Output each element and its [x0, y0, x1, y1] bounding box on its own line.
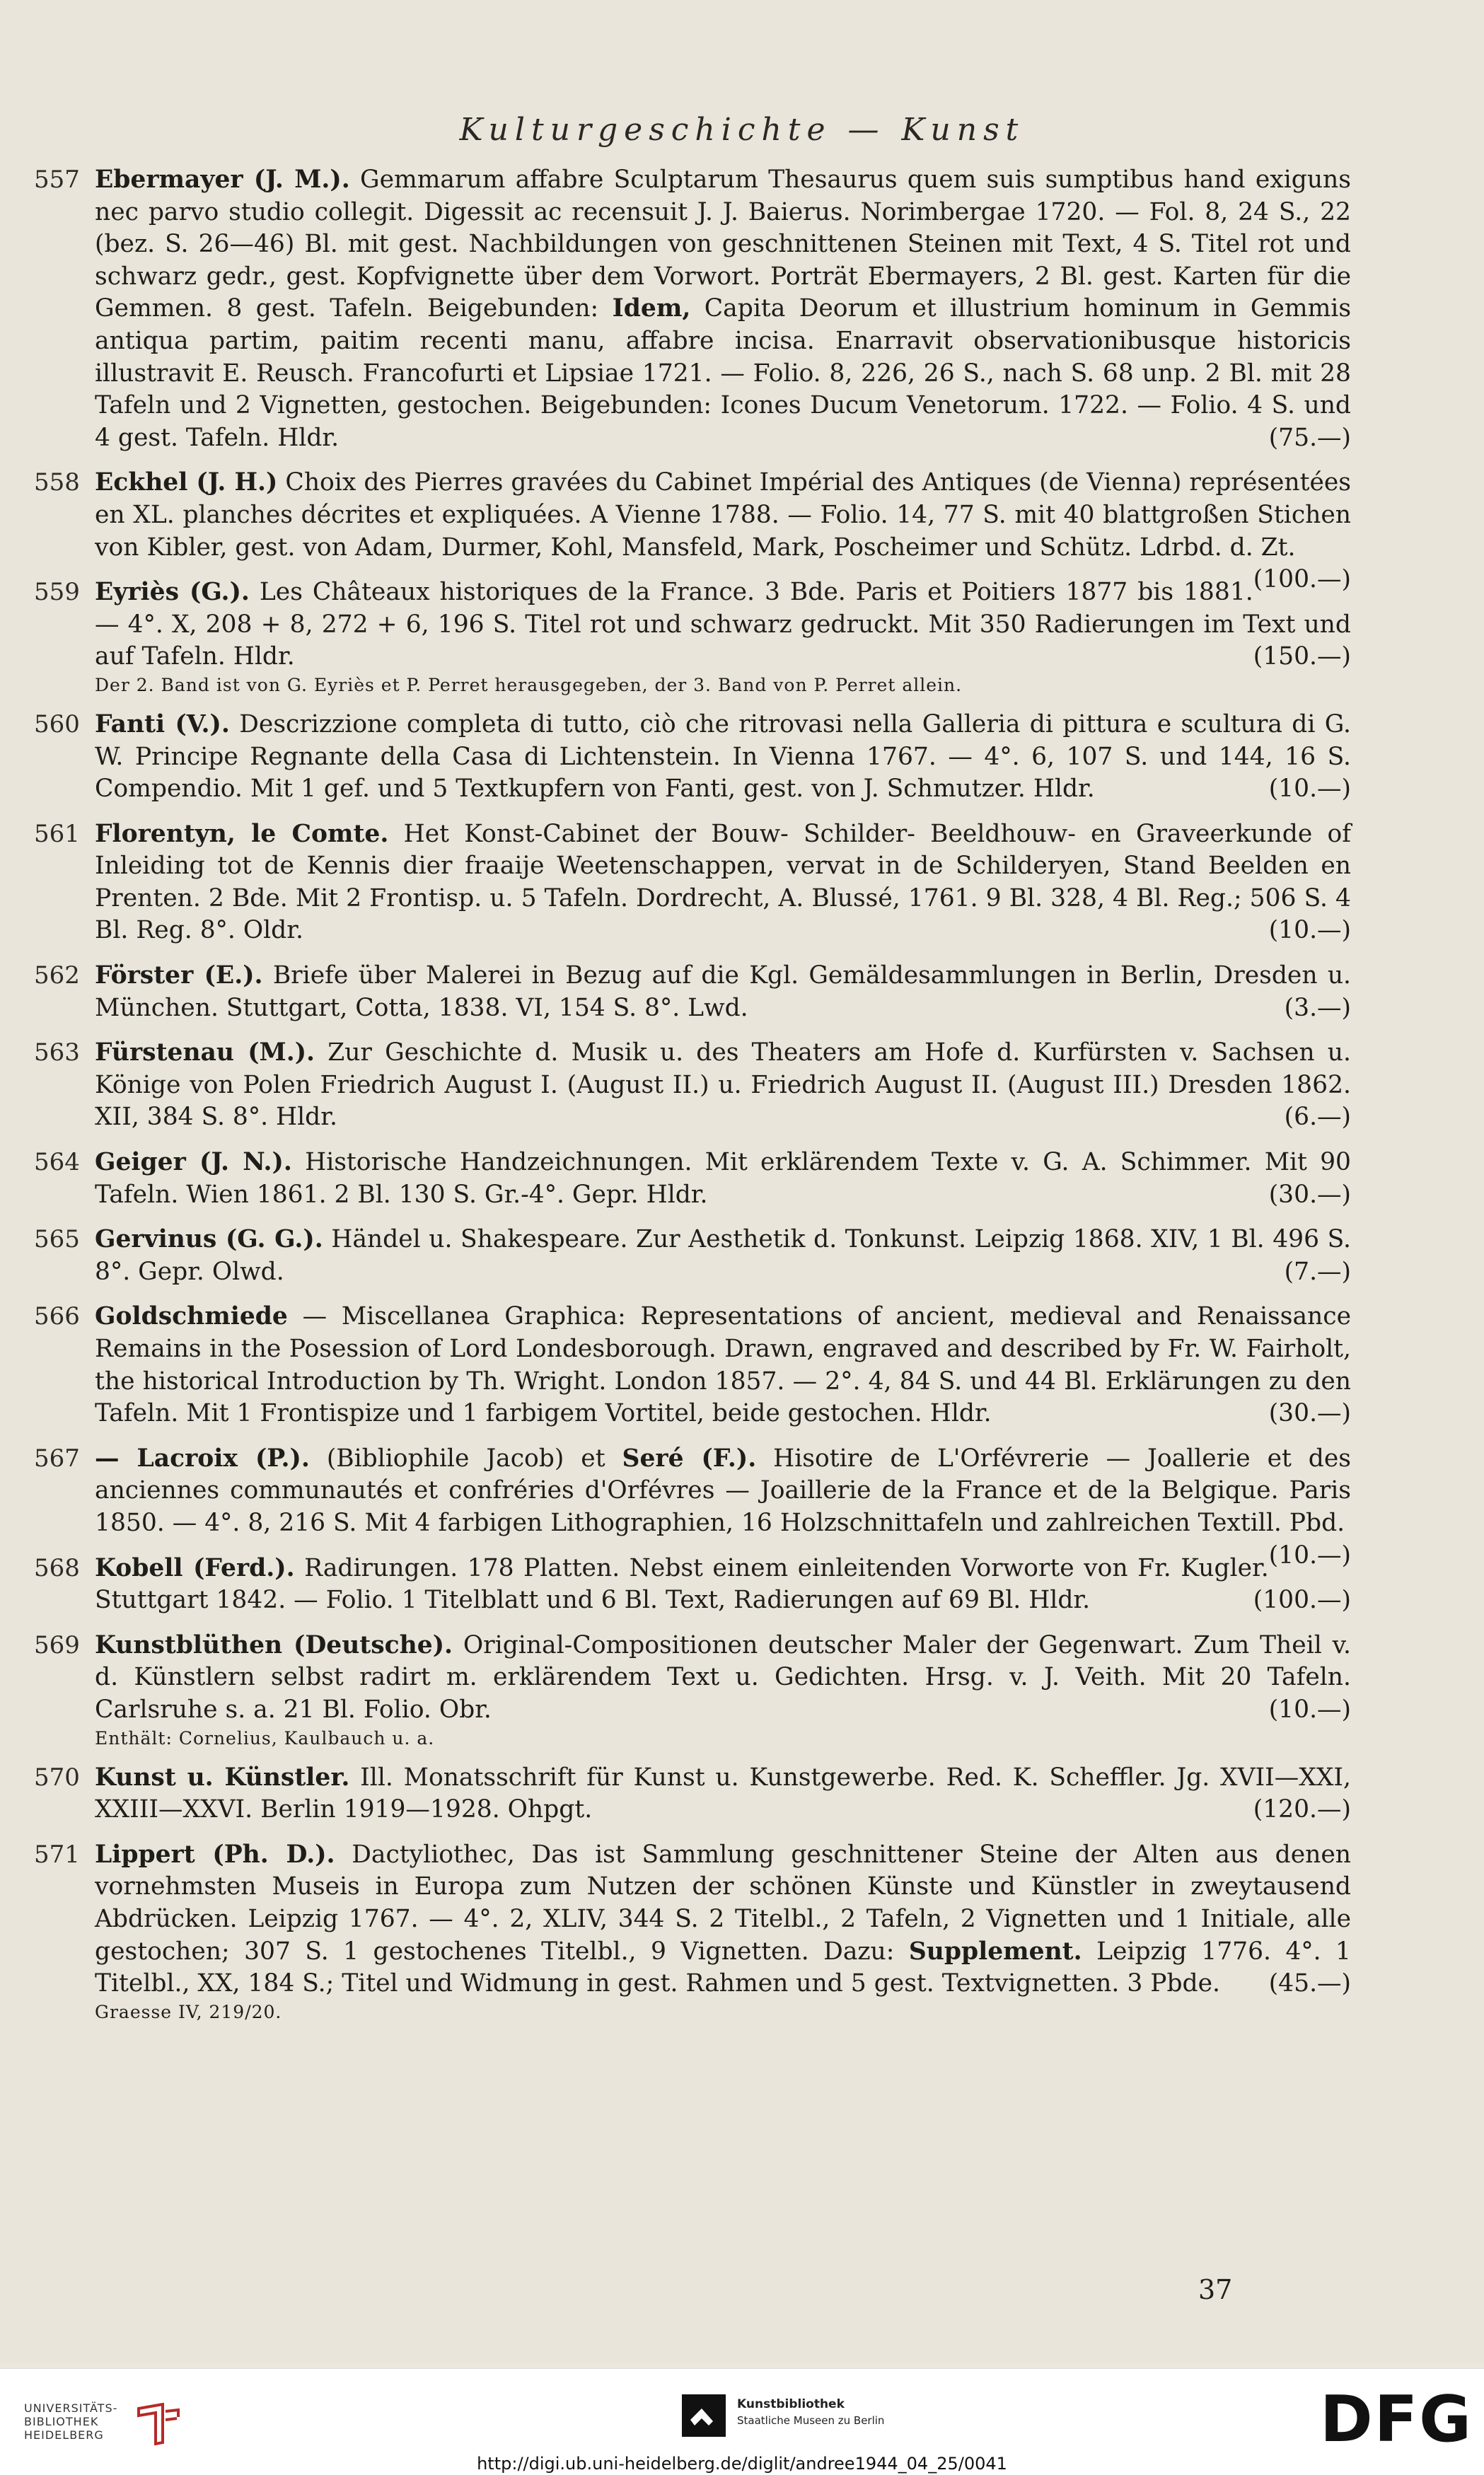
entry-author: Eyriès (G.). [95, 578, 250, 607]
entry-price: (10.—) [1268, 1695, 1351, 1724]
page-number: 37 [1198, 2274, 1233, 2305]
catalog-entry [34, 576, 1351, 696]
entry-number: 557 [34, 166, 80, 194]
catalog-entry [34, 960, 1351, 1024]
entry-author: Eckhel (J. H.) [95, 468, 278, 497]
entry-number: 563 [34, 1038, 80, 1067]
entry-author: Fürstenau (M.). [95, 1038, 315, 1067]
entry-description-continued: Leipzig 1776. 4°. 1 Titelbl., XX, 184 S.; Titel und Widmung in gest. Rahmen und 5 gest. Textvignetten. 3 Pbde. [95, 1937, 1351, 1998]
entry-number: 567 [34, 1444, 80, 1473]
catalog-entry [34, 164, 1351, 454]
entry-price: (10.—) [1268, 1541, 1351, 1570]
entry-description: Historische Handzeichnungen. Mit erklärendem Texte v. G. A. Schimmer. Mit 90 Tafeln. Wien 1861. 2 Bl. 130 S. Gr.-4°. Gepr. Hldr. [95, 1148, 1352, 1209]
entry-price: (45.—) [1268, 1969, 1351, 1998]
kunstbibliothek-logo[interactable] [680, 2393, 893, 2442]
entry-author: Kunst u. Künstler. [95, 1763, 350, 1792]
catalog-entry [34, 1839, 1351, 2023]
heidelberg-emblem-icon [134, 2403, 184, 2445]
entry-description: Les Châteaux historiques de la France. 3 Bde. Paris et Poitiers 1877 bis 1881. — 4°. X, 208 + 8, 272 + 6, 196 S. Titel rot und schwarz gedruckt. Mit 350 Radierungen im Text und auf Tafeln. Hldr. [95, 578, 1351, 671]
entry-number: 565 [34, 1225, 80, 1254]
entry-number: 560 [34, 709, 80, 738]
entry-number: 562 [34, 961, 80, 990]
entry-number: 561 [34, 819, 80, 848]
entry-description: Händel u. Shakespeare. Zur Aesthetik d. Tonkunst. Leipzig 1868. XIV, 1 Bl. 496 S. 8°. Gepr. Olwd. [95, 1225, 1351, 1286]
entry-description: Gemmarum affabre Sculptarum Thesaurus quem suis sumptibus hand exiguns nec parvo studio collegit. Digessit ac recensuit J. J. Baierus. Norimbergae 1720. — Fol. 8, 24 S., 22 (bez. S. 26—46) Bl. mit gest. Nachbildungen von geschnittenen Steinen mit Text, 4 S. Titel rot und schwarz gedr., gest. Kopfvignette über dem Vorwort. Porträt Ebermayers, 2 Bl. gest. Karten für die Gemmen. 8 gest. Tafeln. Beigebunden: [95, 166, 1351, 323]
entry-author: Florentyn, le Comte. [95, 819, 389, 848]
entry-description: Dactyliothec, Das ist Sammlung geschnittener Steine der Alten aus denen vornehmsten Museis in Europa zum Nutzen der schönen Künste und Künstler in zweytausend Abdrücken. Leipzig 1767. — 4°. 2, XLIV, 344 S. 2 Titelbl., 2 Tafeln, 2 Vignetten und 1 Initiale, alle gestochen; 307 S. 1 gestochenes Titelbl., 9 Vignetten. Dazu: [95, 1840, 1351, 1966]
entry-bold-term: Supplement. [908, 1937, 1082, 1966]
entry-description: Het Konst-Cabinet der Bouw- Schilder- Beeldhouw- en Graveerkunde of Inleiding tot de Kennis dier fraaije Weetenschappen, vervat in de Schilderyen, Stand Beelden en Prenten. 2 Bde. Mit 2 Frontisp. u. 5 Tafeln. Dordrecht, A. Blussé, 1761. 9 Bl. 328, 4 Bl. Reg.; 506 S. 4 Bl. Reg. 8°. Oldr. [95, 819, 1351, 945]
entry-number: 569 [34, 1630, 80, 1659]
entry-description-continued: Capita Deorum et illustrium hominum in Gemmis antiqua partim, paitim recenti manu, affabre incisa. Enarravit observationibusque historicis illustravit E. Reusch. Francofurti et Lipsiae 1721. — Folio. 8, 226, 26 S., nach S. 68 unp. 2 Bl. mit 28 Tafeln und 2 Vignetten, gestochen. Beigebunden: Icones Ducum Venetorum. 1722. — Folio. 4 S. und 4 gest. Tafeln. Hldr. [95, 294, 1352, 452]
entry-description: Original-Compositionen deutscher Maler der Gegenwart. Zum Theil v. d. Künstlern selbst radirt m. erklärendem Text u. Gedichten. Hrsg. v. J. Veith. Mit 20 Tafeln. Carlsruhe s. a. 21 Bl. Folio. Obr. [95, 1630, 1351, 1724]
entry-number: 566 [34, 1302, 80, 1331]
entry-note: Graesse IV, 219/20. [95, 2001, 282, 2022]
entry-price: (120.—) [1253, 1795, 1351, 1824]
catalog-entry [34, 709, 1351, 806]
entry-price: (6.—) [1284, 1103, 1351, 1132]
catalog-entry [34, 1553, 1351, 1617]
entry-number: 559 [34, 578, 80, 607]
entry-description: — Miscellanea Graphica: Representations of ancient, medieval and Renaissance Remains in the Posession of Lord Londesborough. Drawn, engraved and described by Fr. W. Fairholt, the historical Introduction by Th. Wright. London 1857. — 2°. 4, 84 S. und 44 Bl. Erklärungen zu den Tafeln. Mit 1 Frontispize und 1 farbigem Vortitel, beide gestochen. Hldr. [95, 1302, 1351, 1428]
entry-author: Fanti (V.). [95, 709, 230, 738]
entry-price: (100.—) [1253, 565, 1351, 594]
entry-number: 568 [34, 1553, 80, 1582]
entry-author: Geiger (J. N.). [95, 1148, 292, 1177]
entry-price: (30.—) [1268, 1399, 1351, 1428]
entry-price: (10.—) [1268, 775, 1351, 804]
heidelberg-library-logo[interactable] [24, 2401, 187, 2444]
entry-note: Enthält: Cornelius, Kaulbauch u. a. [95, 1727, 435, 1749]
entry-price: (3.—) [1284, 993, 1351, 1022]
entry-number: 558 [34, 468, 80, 497]
catalog-entry [34, 1630, 1351, 1749]
entry-number: 570 [34, 1763, 80, 1792]
entry-description: Descrizzione completa di tutto, ciò che ritrovasi nella Galleria di pittura e scultura di G. W. Principe Regnante della Casa di Lichtenstein. In Vienna 1767. — 4°. 6, 107 S. und 144, 16 S. Compendio. Mit 1 gef. und 5 Textkupfern von Fanti, gest. von J. Schmutzer. Hldr. [95, 709, 1351, 804]
entry-number: 564 [34, 1148, 80, 1177]
footer-bar [0, 2368, 1484, 2475]
entry-author: Lippert (Ph. D.). [95, 1840, 335, 1869]
entry-description: Ill. Monatsschrift für Kunst u. Kunstgewerbe. Red. K. Scheffler. Jg. XVII—XXI, XXIII—XXVI. Berlin 1919—1928. Ohpgt. [95, 1763, 1351, 1824]
catalog-entry [34, 1147, 1351, 1211]
heidelberg-library-text: UNIVERSITÄTS- BIBLIOTHEK HEIDELBERG [24, 2401, 118, 2442]
entry-price: (7.—) [1284, 1257, 1351, 1286]
kunstbibliothek-text: Kunstbibliothek Staatliche Museen zu Berlin [737, 2397, 885, 2427]
entry-price: (100.—) [1253, 1586, 1351, 1615]
catalog-entry [34, 1762, 1351, 1826]
entry-price: (30.—) [1268, 1180, 1351, 1209]
entry-author: Goldschmiede [95, 1302, 288, 1331]
kunstbibliothek-emblem-icon [680, 2393, 727, 2438]
entry-price: (75.—) [1268, 423, 1351, 452]
entry-price: (150.—) [1253, 642, 1351, 671]
source-url[interactable]: http://digi.ub.uni-heidelberg.de/diglit/andree1944_04_25/0041 [477, 2454, 1007, 2474]
entry-description: Radirungen. 178 Platten. Nebst einem einleitenden Vorworte von Fr. Kugler. Stuttgart 1842. — Folio. 1 Titelblatt und 6 Bl. Text, Radierungen auf 69 Bl. Hldr. [95, 1553, 1269, 1615]
entry-author: Gervinus (G. G.). [95, 1225, 323, 1254]
catalog-entry [34, 818, 1351, 947]
entry-price: (10.—) [1268, 916, 1351, 945]
page-header: Kulturgeschichte — Kunst [459, 112, 1025, 148]
entry-description: Zur Geschichte d. Musik u. des Theaters am Hofe d. Kurfürsten v. Sachsen u. Könige von Polen Friedrich August I. (August II.) u. Friedrich August II. (August III.) Dresden 1862. XII, 384 S. 8°. Hldr. [95, 1038, 1351, 1132]
catalog-entry [34, 1224, 1351, 1288]
entry-description: (Bibliophile Jacob) et [326, 1444, 605, 1473]
entry-author: — Lacroix (P.). [95, 1444, 310, 1473]
entry-note: Der 2. Band ist von G. Eyriès et P. Perret herausgegeben, der 3. Band von P. Perret allein. [95, 674, 963, 695]
entry-bold-term: Seré (F.). [622, 1444, 757, 1473]
dfg-logo[interactable]: DFG [1320, 2382, 1473, 2457]
entry-author: Ebermayer (J. M.). [95, 166, 350, 194]
entry-author: Kunstblüthen (Deutsche). [95, 1630, 453, 1659]
entry-author: Förster (E.). [95, 961, 263, 990]
catalog-entries [34, 164, 1351, 2036]
entry-description-continued: Hisotire de L'Orfévrerie — Joallerie et des anciennes communautés et confréries d'Orfévres — Joaillerie de la France et de la Belgique. Paris 1850. — 4°. 8, 216 S. Mit 4 farbigen Lithographien, 16 Holzschnittafeln und zahlreichen Textill. Pbd. [95, 1444, 1352, 1537]
catalog-entry [34, 1037, 1351, 1134]
entry-bold-term: Idem, [612, 294, 691, 323]
entry-author: Kobell (Ferd.). [95, 1553, 295, 1582]
entry-description: Briefe über Malerei in Bezug auf die Kgl. Gemäldesammlungen in Berlin, Dresden u. München. Stuttgart, Cotta, 1838. VI, 154 S. 8°. Lwd. [95, 961, 1352, 1022]
entry-number: 571 [34, 1840, 80, 1869]
entry-description: Choix des Pierres gravées du Cabinet Impérial des Antiques (de Vienna) représentées en XL. planches décrites et expliquées. A Vienne 1788. — Folio. 14, 77 S. mit 40 blattgroßen Stichen von Kibler, gest. von Adam, Durmer, Kohl, Mansfeld, Mark, Poscheimer und Schütz. Ldrbd. d. Zt. [95, 468, 1352, 562]
catalog-entry [34, 1301, 1351, 1430]
